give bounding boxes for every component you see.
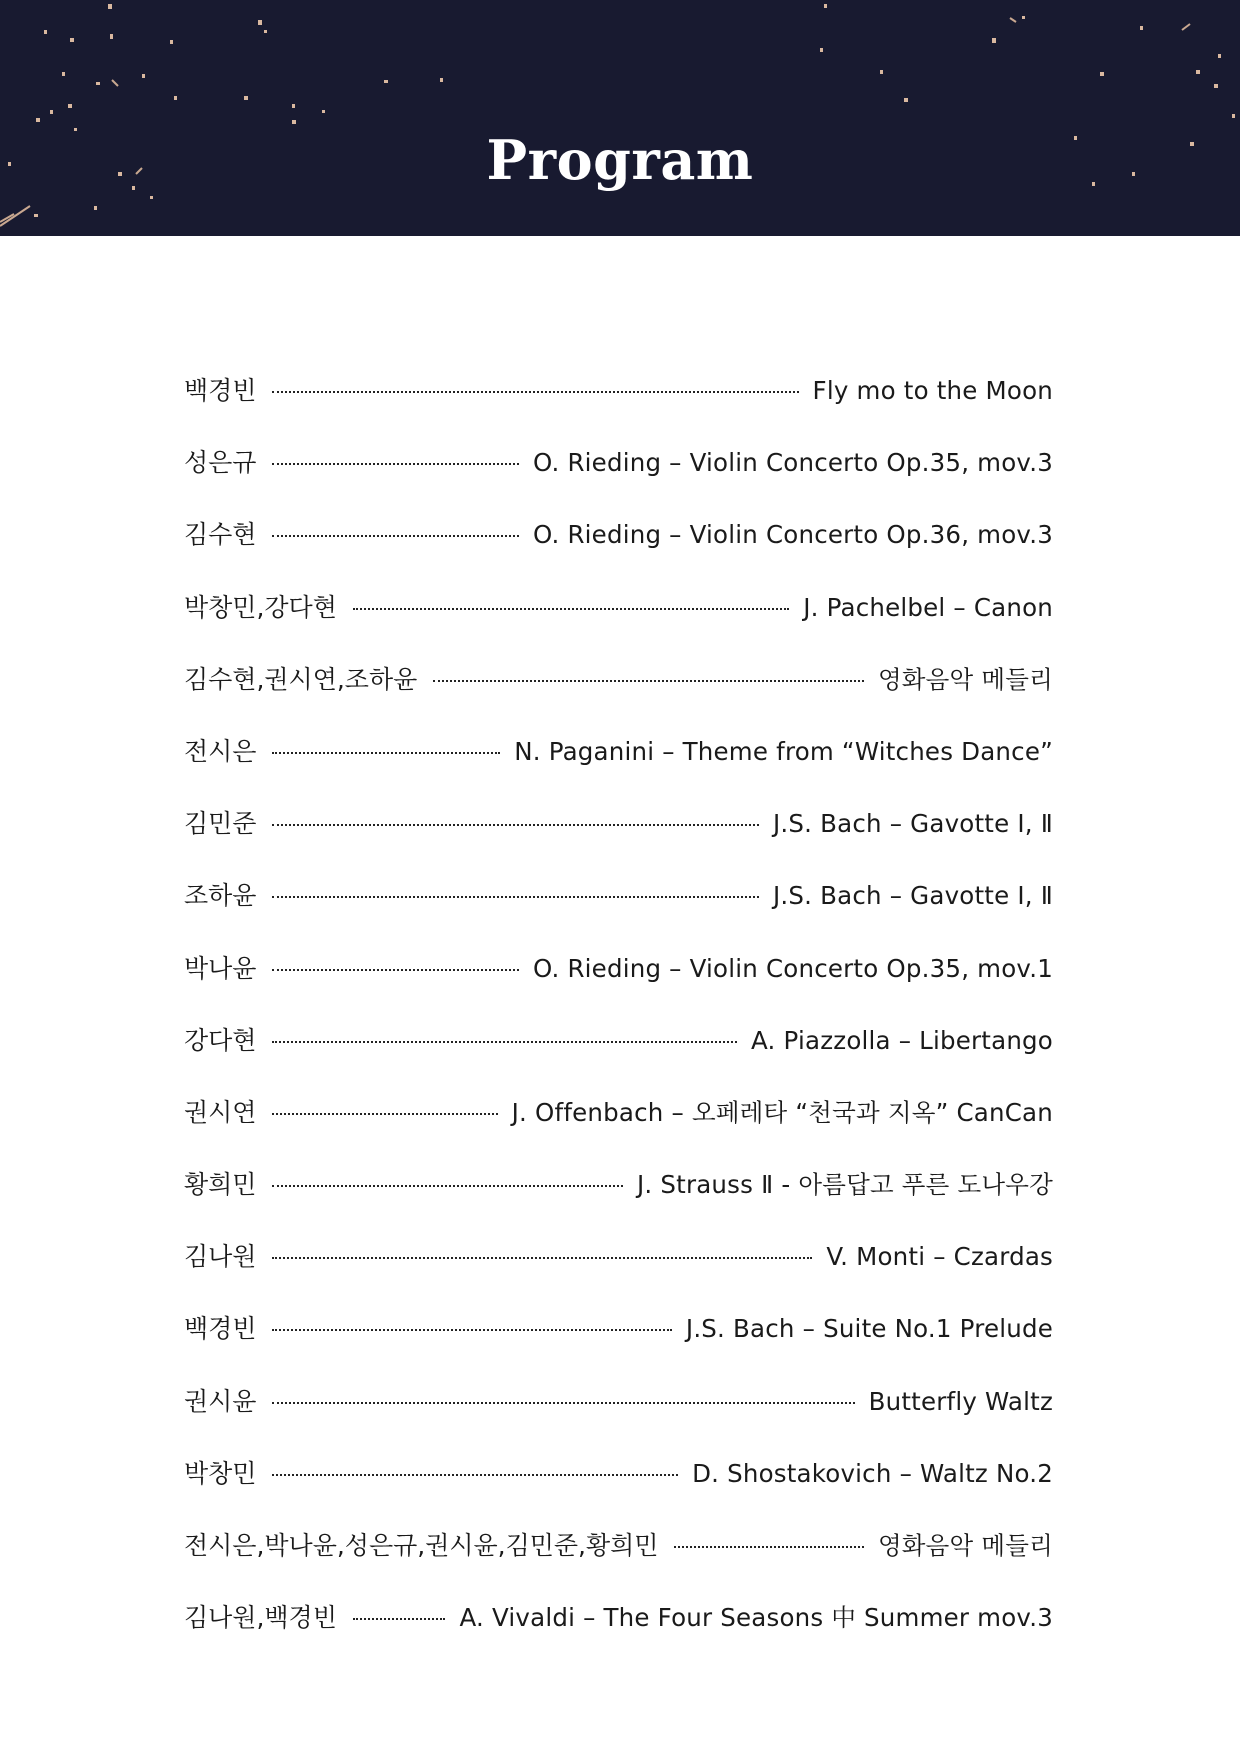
program-row — [184, 933, 1053, 1005]
dot-leader — [272, 752, 500, 754]
piece-title: Butterfly Waltz — [868, 1386, 1053, 1416]
piece-title: Fly mo to the Moon — [812, 376, 1053, 405]
piece-title: N. Paganini – Theme from “Witches Dance” — [514, 736, 1053, 766]
program-row — [184, 1510, 1053, 1582]
program-row — [184, 1221, 1053, 1293]
performer-name: 박나윤 — [184, 953, 257, 983]
performer-name: 김나원 — [184, 1242, 257, 1272]
dot-leader — [272, 896, 759, 898]
program-row — [184, 427, 1053, 499]
program-row — [184, 860, 1053, 932]
performer-name: 김수현 — [184, 520, 257, 550]
program-row — [184, 1149, 1053, 1221]
performer-name: 전시은,박나윤,성은규,권시윤,김민준,황희민 — [184, 1531, 659, 1560]
dot-leader — [272, 824, 759, 826]
performer-name: 황희민 — [184, 1170, 257, 1200]
piece-title: 영화음악 메들리 — [877, 1531, 1053, 1560]
performer-name: 권시윤 — [184, 1386, 257, 1416]
piece-title: J. Strauss Ⅱ - 아름답고 푸른 도나우강 — [636, 1170, 1053, 1200]
piece-title: A. Vivaldi – The Four Seasons 中 Summer mov.3 — [459, 1603, 1053, 1633]
performer-name: 성은규 — [184, 448, 257, 478]
piece-title: D. Shostakovich – Waltz No.2 — [692, 1458, 1053, 1488]
dot-leader — [272, 391, 798, 393]
dot-leader — [272, 1185, 623, 1187]
program-row — [184, 499, 1053, 571]
dot-leader — [433, 680, 864, 682]
piece-title: 영화음악 메들리 — [877, 664, 1053, 694]
piece-title: J. Offenbach – 오페레타 “천국과 지옥” CanCan — [511, 1097, 1053, 1127]
dot-leader — [272, 1041, 737, 1043]
program-row — [184, 1293, 1053, 1365]
dot-leader — [272, 1474, 678, 1476]
dot-leader — [272, 1402, 854, 1404]
dot-leader — [272, 535, 519, 537]
piece-title: J.S. Bach – Suite No.1 Prelude — [685, 1314, 1053, 1344]
dot-leader — [272, 1113, 497, 1115]
performer-name: 조하윤 — [184, 881, 257, 911]
program-row — [184, 788, 1053, 860]
page-title: Program — [486, 128, 754, 192]
piece-title: O. Rieding – Violin Concerto Op.36, mov.3 — [532, 520, 1053, 550]
dot-leader — [353, 1618, 446, 1620]
piece-title: O. Rieding – Violin Concerto Op.35, mov.1 — [532, 953, 1053, 983]
program-row — [184, 355, 1053, 427]
performer-name: 강다현 — [184, 1025, 257, 1055]
dot-leader — [272, 463, 519, 465]
dot-leader — [674, 1546, 864, 1548]
performer-name: 권시연 — [184, 1097, 257, 1127]
performer-name: 백경빈 — [184, 376, 257, 405]
dot-leader — [272, 1329, 671, 1331]
program-row — [184, 716, 1053, 788]
program-list — [184, 355, 1053, 1654]
performer-name: 김민준 — [184, 809, 257, 839]
performer-name: 박창민,강다현 — [184, 592, 337, 622]
dot-leader — [272, 1257, 812, 1259]
program-row — [184, 572, 1053, 644]
program-row — [184, 1005, 1053, 1077]
confetti-decoration — [0, 0, 1240, 236]
program-row — [184, 1438, 1053, 1510]
dot-leader — [272, 969, 519, 971]
performer-name: 백경빈 — [184, 1314, 257, 1344]
performer-name: 김나원,백경빈 — [184, 1603, 337, 1633]
piece-title: J.S. Bach – Gavotte Ⅰ, Ⅱ — [772, 881, 1053, 911]
program-row — [184, 1077, 1053, 1149]
piece-title: J. Pachelbel – Canon — [803, 592, 1053, 622]
piece-title: A. Piazzolla – Libertango — [751, 1025, 1053, 1055]
piece-title: J.S. Bach – Gavotte Ⅰ, Ⅱ — [772, 809, 1053, 839]
piece-title: V. Monti – Czardas — [826, 1242, 1053, 1272]
program-row — [184, 1366, 1053, 1438]
piece-title: O. Rieding – Violin Concerto Op.35, mov.3 — [532, 448, 1053, 478]
dot-leader — [353, 608, 789, 610]
performer-name: 박창민 — [184, 1458, 257, 1488]
performer-name: 김수현,권시연,조하윤 — [184, 664, 418, 694]
header-banner — [0, 0, 1240, 236]
performer-name: 전시은 — [184, 736, 257, 766]
program-row — [184, 644, 1053, 716]
program-row — [184, 1582, 1053, 1654]
